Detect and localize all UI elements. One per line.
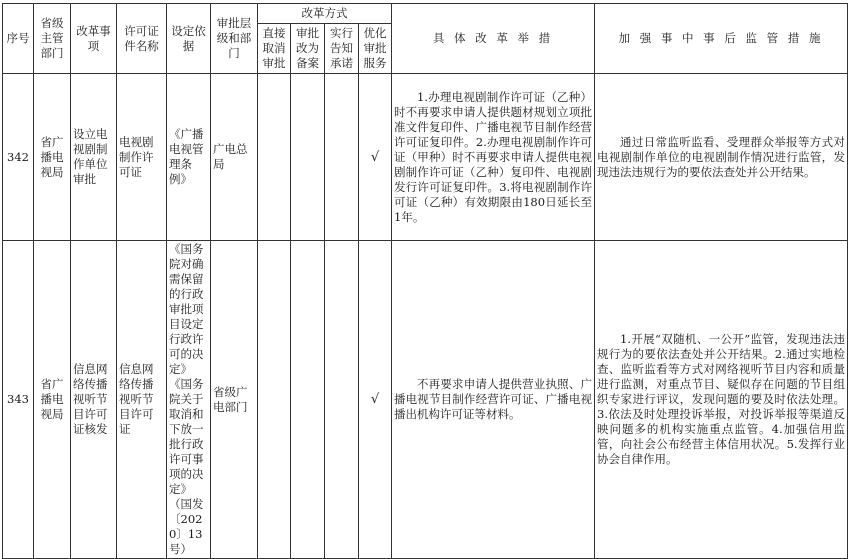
row-cancel <box>258 74 291 241</box>
header-cancel: 直接取消审批 <box>258 24 291 74</box>
row-item: 信息网络传播视听节目许可证核发 <box>71 241 117 559</box>
header-measures: 具 体 改 革 举 措 <box>392 4 595 74</box>
reform-table <box>2 3 848 559</box>
row-seq: 342 <box>3 74 34 241</box>
table-row <box>3 241 848 559</box>
header-item: 改革事项 <box>71 4 117 74</box>
header-dept: 省级主管部门 <box>34 4 71 74</box>
row-measures: 1.办理电视剧制作许可证（乙种）时不再要求申请人提供题材规划立项批准文件复印件、广播电视节目制作经营许可证复印件。2.办理电视剧制作许可证（甲种）时不再要求申请人提供电视剧制作许可证（乙种）复印件、电视剧发行许可证复印件。3.将电视剧制作许可证（乙种）有效期限由180日延长至1年。 <box>392 74 595 241</box>
header-supervision: 加 强 事 中 事 后 监 管 措 施 <box>595 4 848 74</box>
row-license: 电视剧制作许可证 <box>117 74 167 241</box>
row-notice <box>325 74 359 241</box>
row-item: 设立电视剧制作单位审批 <box>71 74 117 241</box>
row-seq: 343 <box>3 241 34 559</box>
row-optimize-check: √ <box>359 241 392 559</box>
header-notice: 实行告知承诺 <box>325 24 359 74</box>
header-seq: 序号 <box>3 4 34 74</box>
header-optimize: 优化审批服务 <box>359 24 392 74</box>
row-basis: 《国务院对确需保留的行政审批项目设定行政许可的决定》《国务院关于取消和下放一批行政许可事项的决定》（国发〔2020〕13号） <box>167 241 211 559</box>
row-basis: 《广播电视管理条例》 <box>167 74 211 241</box>
row-cancel <box>258 241 291 559</box>
header-filing: 审批改为备案 <box>291 24 325 74</box>
row-optimize-check: √ <box>359 74 392 241</box>
header-license: 许可证件名称 <box>117 4 167 74</box>
row-supervision: 1.开展“双随机、一公开”监管，发现违法违规行为的要依法查处并公开结果。2.通过实地检查、监听监看等方式对网络视听节目内容和质量进行监测，对重点节目、疑似存在问题的节目组织专家进行评议，发现问题的要及时依法处理。3.依法及时处理投诉举报，对投诉举报等渠道反映问题多的机构实施重点监管。4.加强信用监管，向社会公布经营主体信用状况。5.发挥行业协会自律作用。 <box>595 241 848 559</box>
row-measures: 不再要求申请人提供营业执照、广播电视节目制作经营许可证、广播电视播出机构许可证等材料。 <box>392 241 595 559</box>
row-level: 省级广电部门 <box>211 241 258 559</box>
header-reform-group: 改革方式 <box>258 4 392 24</box>
row-notice <box>325 241 359 559</box>
row-filing <box>291 241 325 559</box>
header-level: 审批层级和部门 <box>211 4 258 74</box>
row-dept: 省广播电视局 <box>34 241 71 559</box>
row-license: 信息网络传播视听节目许可证 <box>117 241 167 559</box>
row-dept: 省广播电视局 <box>34 74 71 241</box>
row-level: 广电总局 <box>211 74 258 241</box>
row-filing <box>291 74 325 241</box>
header-basis: 设定依据 <box>167 4 211 74</box>
row-supervision: 通过日常监听监看、受理群众举报等方式对电视剧制作单位的电视剧制作情况进行监管，发现违法违规行为的要依法查处并公开结果。 <box>595 74 848 241</box>
table-row <box>3 74 848 241</box>
